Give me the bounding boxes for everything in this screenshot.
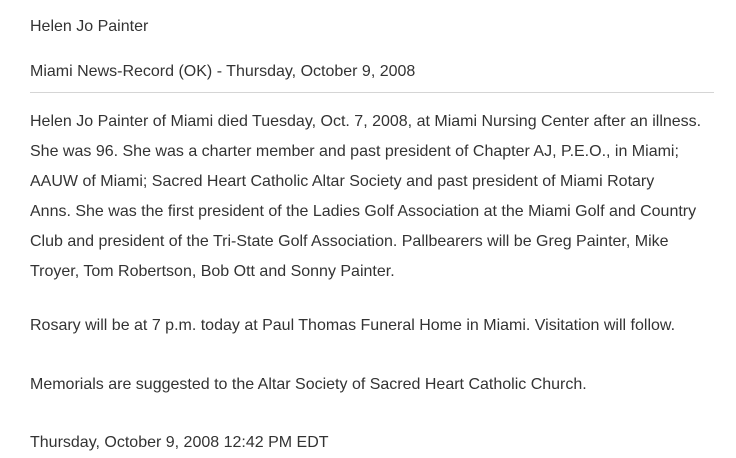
paragraph-line: Troyer, Tom Robertson, Bob Ott and Sonny Painter.	[30, 263, 395, 280]
paragraph-line: Club and president of the Tri-State Golf Association. Pallbearers will be Greg Painter, Mike	[30, 233, 669, 250]
obituary-paragraph-1	[30, 107, 720, 287]
obituary-timestamp	[30, 428, 720, 458]
divider	[30, 92, 714, 93]
paragraph-line: She was 96. She was a charter member and past president of Chapter AJ, P.E.O., in Miami;	[30, 143, 679, 160]
source-line: Miami News-Record (OK) - Thursday, October 9, 2008	[30, 63, 416, 80]
paragraph-line: AAUW of Miami; Sacred Heart Catholic Altar Society and past president of Miami Rotary	[30, 173, 655, 190]
paragraph-line: Helen Jo Painter of Miami died Tuesday, Oct. 7, 2008, at Miami Nursing Center after an illness.	[30, 113, 702, 130]
paragraph-line: Anns. She was the first president of the Ladies Golf Association at the Miami Golf and Country	[30, 203, 697, 220]
obituary-paragraph-3	[30, 370, 720, 400]
obituary-paragraph-2	[30, 311, 720, 341]
rosary-text: Rosary will be at 7 p.m. today at Paul Thomas Funeral Home in Miami. Visitation will follow.	[30, 317, 676, 334]
memorials-text: Memorials are suggested to the Altar Society of Sacred Heart Catholic Church.	[30, 376, 587, 393]
obituary-title: Helen Jo Painter	[30, 18, 149, 35]
timestamp: Thursday, October 9, 2008 12:42 PM EDT	[30, 434, 329, 451]
